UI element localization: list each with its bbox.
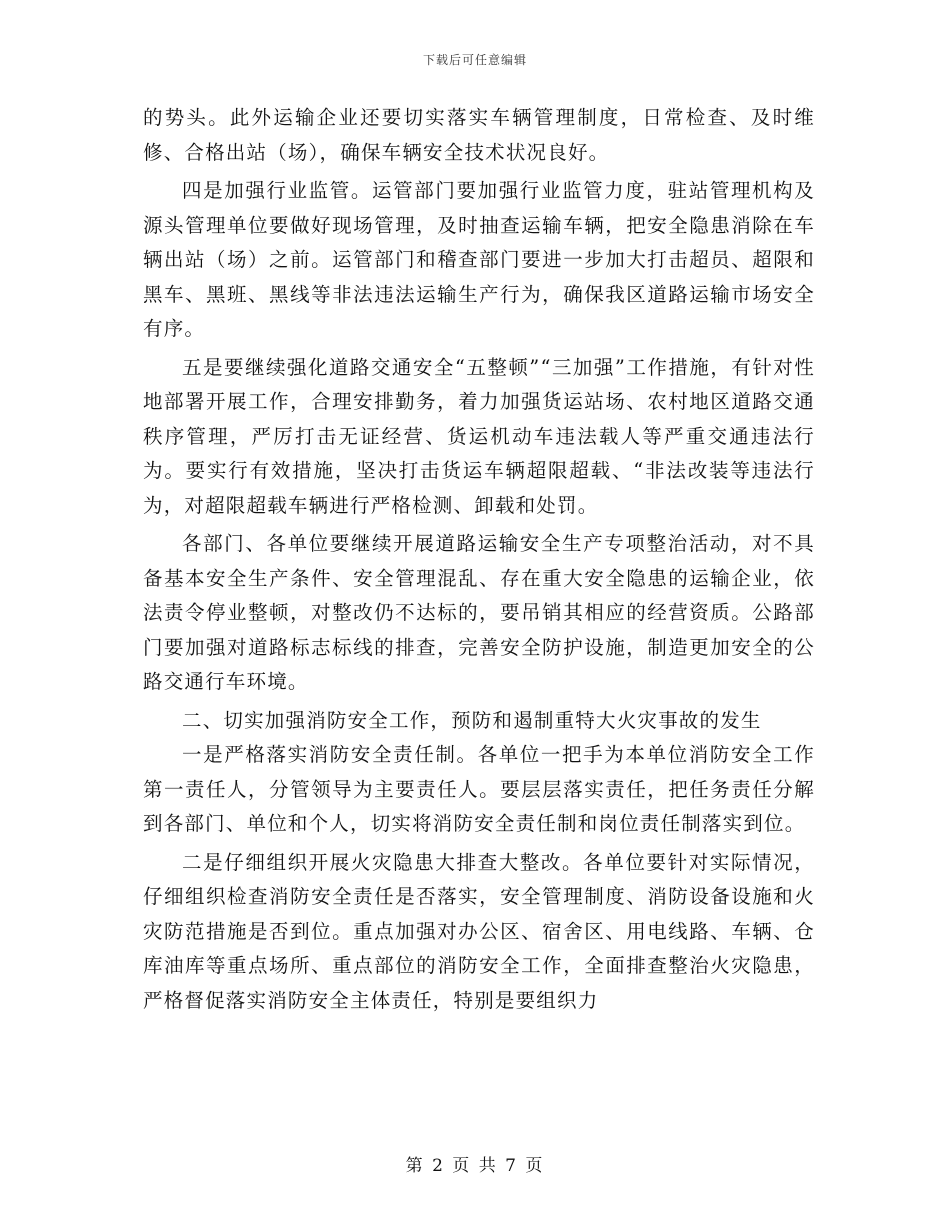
page-header: 下载后可任意编辑 — [422, 53, 527, 67]
paragraph-continuation: 的势头。此外运输企业还要切实落实车辆管理制度，日常检查、及时维修、合格出站（场），确保车辆安全技术状况良好。 — [143, 106, 815, 164]
section-heading-2: 二、切实加强消防安全工作，预防和遏制重特大火灾事故的发生 — [182, 708, 762, 732]
paragraph-item-4: 四是加强行业监管。运管部门要加强行业监管力度，驻站管理机构及源头管理单位要做好现场管理，及时抽查运输车辆，把安全隐患消除在车辆出站（场）之前。运管部门和稽查部门要进一步加大打击超员、超限和黑车、黑班、黑线等非法违法运输生产行为，确保我区道路运输市场安全有序。 — [143, 179, 815, 340]
paragraph-item-5: 五是要继续强化道路交通安全“五整顿”“三加强”工作措施，有针对性地部署开展工作，合理安排勤务，着力加强货运站场、农村地区道路交通秩序管理，严厉打击无证经营、货运机动车违法载人等严重交通违法行为。要实行有效措施，坚决打击货运车辆超限超载、“非法改装等违法行为，对超限超载车辆进行严格检测、卸载和处罚。 — [143, 355, 815, 517]
document-body — [143, 101, 815, 1018]
paragraph-fire-item-1: 一是严格落实消防安全责任制。各单位一把手为本单位消防安全工作第一责任人，分管领导为主要责任人。要层层落实责任，把任务责任分解到各部门、单位和个人，切实将消防安全责任制和岗位责任制落实到位。 — [143, 743, 815, 835]
paragraph-departments: 各部门、各单位要继续开展道路运输安全生产专项整治活动，对不具备基本安全生产条件、安全管理混乱、存在重大安全隐患的运输企业，依法责令停业整顿，对整改仍不达标的，要吊销其相应的经营资质。公路部门要加强对道路标志标线的排查，完善安全防护设施，制造更加安全的公路交通行车环境。 — [143, 532, 815, 693]
paragraph-fire-item-2: 二是仔细组织开展火灾隐患大排查大整改。各单位要针对实际情况，仔细组织检查消防安全责任是否落实，安全管理制度、消防设备设施和火灾防范措施是否到位。重点加强对办公区、宿舍区、用电线路、车辆、仓库油库等重点场所、重点部位的消防安全工作，全面排查整治火灾隐患，严格督促落实消防安全主体责任，特别是要组织力 — [143, 850, 815, 1012]
page-footer: 第 2 页 共 7 页 — [405, 1156, 545, 1176]
